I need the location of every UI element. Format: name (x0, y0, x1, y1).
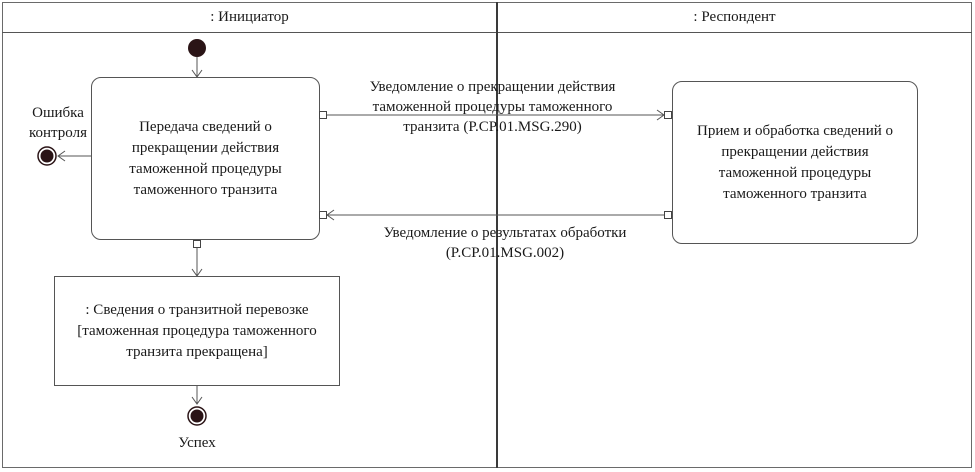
action-line: таможенной процедуры (718, 164, 872, 181)
message-label-request (330, 77, 655, 137)
message-label-response (345, 223, 665, 263)
action-receive-termination[interactable] (672, 81, 918, 244)
action-line: таможенного транзита (723, 185, 867, 202)
message-line: (P.CP.01.MSG.002) (445, 245, 565, 261)
action-line: прекращении действия (721, 143, 869, 160)
action-line: таможенного транзита (133, 181, 278, 198)
final-label-success: Успех (178, 435, 216, 451)
final-label-line: Ошибка (32, 105, 84, 121)
swimlane-label-initiator: : Инициатор (210, 8, 289, 25)
action-line: таможенной процедуры (129, 160, 282, 177)
object-line: [таможенная процедура таможенного (77, 322, 317, 339)
action-send-termination[interactable] (91, 77, 320, 240)
object-node-transit-info[interactable] (54, 276, 340, 386)
input-pin-response (319, 211, 327, 219)
swimlane-label-respondent: : Респондент (693, 8, 776, 25)
message-line: таможенной процедуры таможенного (372, 99, 613, 115)
initial-node-icon (188, 39, 206, 57)
output-pin-request (319, 111, 327, 119)
action-line: прекращении действия (131, 139, 280, 156)
object-line: транзита прекращена] (126, 343, 268, 360)
message-line: Уведомление о результатах обработки (383, 225, 627, 241)
message-line: транзита (P.CP.01.MSG.290) (403, 119, 582, 135)
output-pin-response (664, 211, 672, 219)
final-label-error (18, 103, 98, 143)
final-label-line: контроля (29, 125, 87, 141)
message-line: Уведомление о прекращении действия (369, 79, 616, 95)
action-line: Прием и обработка сведений о (696, 122, 894, 139)
input-pin-request (664, 111, 672, 119)
action-line: Передача сведений о (139, 118, 272, 135)
output-pin-object (193, 240, 201, 248)
object-line: : Сведения о транзитной перевозке (85, 301, 309, 318)
